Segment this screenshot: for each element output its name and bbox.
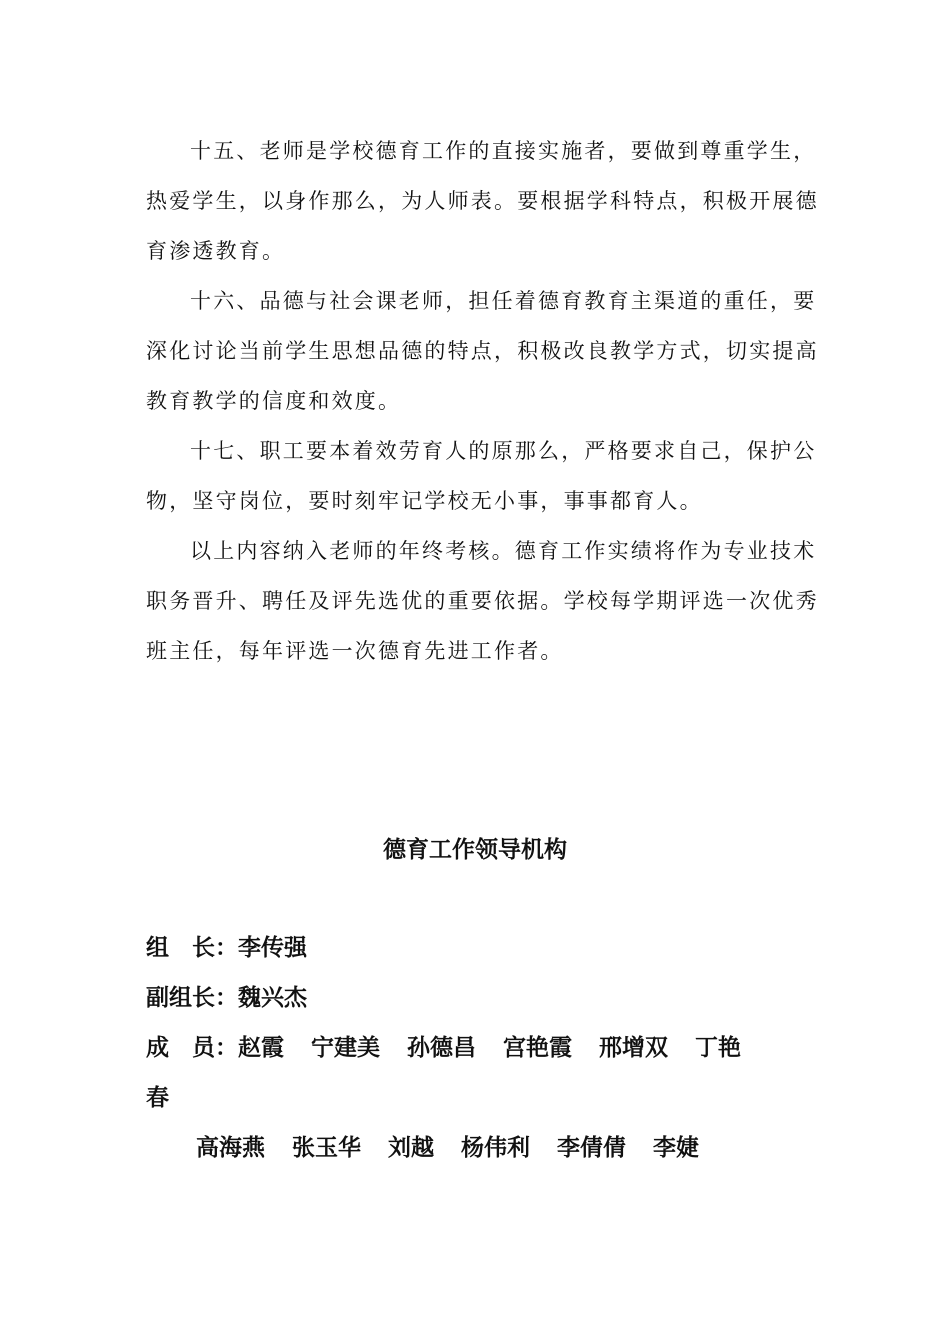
member-name: 宁建美 <box>311 1035 380 1061</box>
member-name: 丁艳 <box>695 1035 741 1061</box>
deputy-row <box>146 973 826 1023</box>
member-name: 杨伟利 <box>461 1135 530 1161</box>
leader-name: 李传强 <box>238 935 307 961</box>
member-name: 李婕 <box>653 1135 699 1161</box>
deputy-label: 副组长： <box>146 985 238 1011</box>
paragraph-line: 班主任，每年评选一次德育先进工作者。 <box>146 639 564 663</box>
paragraph-16 <box>146 276 819 426</box>
paragraph-line: 教育教学的信度和效度。 <box>146 389 402 413</box>
members-row-2 <box>146 1123 826 1173</box>
members-wrap: 春 <box>146 1085 169 1111</box>
member-name: 张玉华 <box>292 1135 361 1161</box>
paragraph-line: 以上内容纳入老师的年终考核。德育工作实绩将作为专业技术 <box>190 539 817 563</box>
member-name: 刘越 <box>388 1135 434 1161</box>
member-name: 李倩倩 <box>557 1135 626 1161</box>
paragraph-line: 育渗透教育。 <box>146 239 286 263</box>
member-name: 孙德昌 <box>407 1035 476 1061</box>
leader-row <box>146 923 826 973</box>
paragraph-line: 十五、老师是学校德育工作的直接实施者，要做到尊重学生， <box>190 139 817 163</box>
member-name: 赵霞 <box>238 1035 284 1061</box>
paragraph-17 <box>146 426 817 526</box>
section-title: 德育工作领导机构 <box>383 837 567 863</box>
members-row <box>146 1023 826 1073</box>
deputy-name: 魏兴杰 <box>238 985 307 1011</box>
paragraph-line: 物，坚守岗位，要时刻牢记学校无小事，事事都育人。 <box>146 489 703 513</box>
member-name: 邢增双 <box>599 1035 668 1061</box>
org-list <box>146 923 826 1173</box>
paragraph-line: 热爱学生，以身作那么，为人师表。要根据学科特点，积极开展德 <box>146 189 819 213</box>
paragraph-line: 十七、职工要本着效劳育人的原那么，严格要求自己，保护公 <box>190 439 817 463</box>
member-name: 宫艳霞 <box>503 1035 572 1061</box>
members-label: 成 员： <box>146 1035 238 1061</box>
paragraph-line: 职务晋升、聘任及评先选优的重要依据。学校每学期评选一次优秀 <box>146 589 819 613</box>
leader-label: 组 长： <box>146 935 238 961</box>
paragraph-line: 深化讨论当前学生思想品德的特点，积极改良教学方式，切实提高 <box>146 339 819 363</box>
paragraph-line: 十六、品德与社会课老师，担任着德育教育主渠道的重任，要 <box>190 289 817 313</box>
paragraph-15 <box>146 126 819 276</box>
member-name: 高海燕 <box>196 1135 265 1161</box>
paragraph-summary <box>146 526 819 676</box>
